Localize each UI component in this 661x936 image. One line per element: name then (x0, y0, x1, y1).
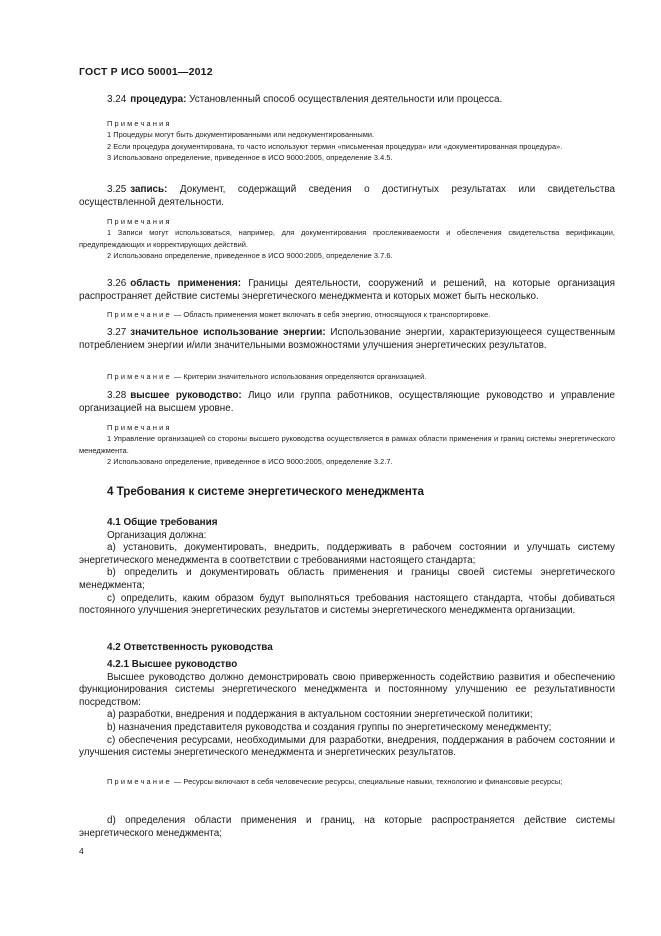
list-item: c) обеспечения ресурсами, необходимыми для разработки, внедрения, поддержания в рабочем состоянии и улучшения системы энергетического менеджмента и энергетических результатов. (79, 734, 615, 759)
notes-3-28 (79, 422, 615, 468)
paragraph: Высшее руководство должно демонстрировать свою приверженность содействию развития и обеспечению функционирования системы энергетического менеджмента и постоянному улучшению ее результативности посредством: (79, 671, 615, 708)
term-definition: Лицо или группа работников, осуществляющие руководство и управление организацией на высшем уровне. (79, 390, 615, 414)
section-4-2-1-item-d (79, 815, 615, 840)
section-4-heading: 4 Требования к системе энергетического менеджмента (107, 485, 424, 498)
list-item: a) разработки, внедрения и поддержания в актуальном состоянии энергетической политики; (107, 709, 533, 721)
term-definition: Границы деятельности, сооружений и решений, на которые организация распространяет действие системы энергетического менеджмента и которых может быть несколько. (79, 278, 616, 302)
note-label: Примечание (107, 372, 172, 381)
term-3-28 (79, 390, 615, 415)
term-definition: Установленный способ осуществления деятельности или процесса. (189, 94, 503, 105)
notes-title: Примечания (107, 423, 172, 432)
note-item: 2 Использовано определение, приведенное в ИСО 9000:2005, определение 3.7.6. (107, 251, 393, 261)
document-header: ГОСТ Р ИСО 50001—2012 (79, 66, 213, 78)
term-number: 3.24 (107, 94, 127, 105)
list-item: b) определить и документировать область применения и границы своей системы энергетического менеджмента; (79, 567, 615, 591)
note-item: 1 Управление организацией со стороны высшего руководства осуществляется в рамках области применения и границ системы энергетического менеджмента. (79, 434, 615, 455)
list-item: c) определить, каким образом будут выполняться требования настоящего стандарта, чтобы добиваться постоянного улучшения энергетических результатов и системы энергетического менеджмента организации. (79, 592, 615, 617)
term-number: 3.28 (107, 390, 127, 401)
notes-3-25 (79, 216, 615, 262)
section-4-2 (79, 642, 615, 655)
note-item: 3 Использовано определение, приведенное в ИСО 9000:2005, определение 3.4.5. (107, 153, 393, 163)
notes-3-24 (79, 118, 615, 164)
paragraph: Организация должна: (107, 529, 207, 541)
note-text: — Область применения может включать в себя энергию, относящуюся к транспортировке. (173, 310, 491, 319)
page-number: 4 (79, 846, 84, 856)
term-number: 3.27 (107, 327, 127, 338)
note-text: — Ресурсы включают в себя человеческие ресурсы, специальные навыки, технологию и финансовые ресурсы; (173, 777, 563, 786)
term-definition: Документ, содержащий сведения о достигнутых результатах или свидетельства осуществленной деятельности. (79, 184, 615, 208)
section-title: 4.1 Общие требования (107, 517, 218, 528)
term-name: процедура: (130, 94, 187, 105)
term-definition: Использование энергии, характеризующееся существенным потреблением энергии и/или значительными возможностями улучшения энергетических результатов. (79, 327, 615, 351)
term-name: высшее руководство: (130, 390, 242, 401)
section-title: 4.2.1 Высшее руководство (107, 659, 238, 670)
note-item: 1 Записи могут использоваться, например, для документирования прослеживаемости и обеспечения свидетельства верификации, предупреждающих и корректирующих действий. (79, 228, 615, 249)
note-4-2-1 (79, 776, 615, 787)
section-4-2-1 (79, 659, 615, 760)
list-item: d) определения области применения и границ, на которые распространяется действие системы энергетического менеджмента; (79, 815, 615, 839)
term-number: 3.26 (107, 278, 127, 289)
notes-title: Примечания (107, 119, 172, 128)
note-label: Примечание (107, 777, 172, 786)
term-3-26 (79, 278, 615, 303)
term-number: 3.25 (107, 184, 127, 195)
notes-title: Примечания (107, 217, 172, 226)
term-name: запись: (130, 184, 168, 195)
note-3-27 (79, 371, 615, 382)
term-3-27 (79, 327, 615, 352)
section-title: 4.2 Ответственность руководства (107, 642, 273, 653)
note-label: Примечание (107, 310, 172, 319)
term-3-24 (79, 94, 615, 107)
note-text: — Критерии значительного использования определяются организацией. (173, 372, 427, 381)
note-item: 1 Процедуры могут быть документированными или недокументированными. (107, 130, 375, 140)
term-name: значительное использование энергии: (130, 327, 326, 338)
list-item: a) установить, документировать, внедрить, поддерживать в рабочем состоянии и улучшать систему энергетического менеджмента в соответствии с требованиями настоящего стандарта; (79, 542, 615, 566)
term-name: область применения: (130, 278, 242, 289)
note-item: 2 Если процедура документирована, то часто используют термин «письменная процедура» или «документированная процедура». (107, 141, 563, 151)
section-4-1 (79, 517, 615, 618)
note-3-26 (79, 309, 615, 320)
note-item: 2 Использовано определение, приведенное в ИСО 9000:2005, определение 3.2.7. (107, 457, 393, 467)
term-3-25 (79, 184, 615, 209)
list-item: b) назначения представителя руководства и создания группы по энергетическому менеджменту; (107, 721, 552, 733)
